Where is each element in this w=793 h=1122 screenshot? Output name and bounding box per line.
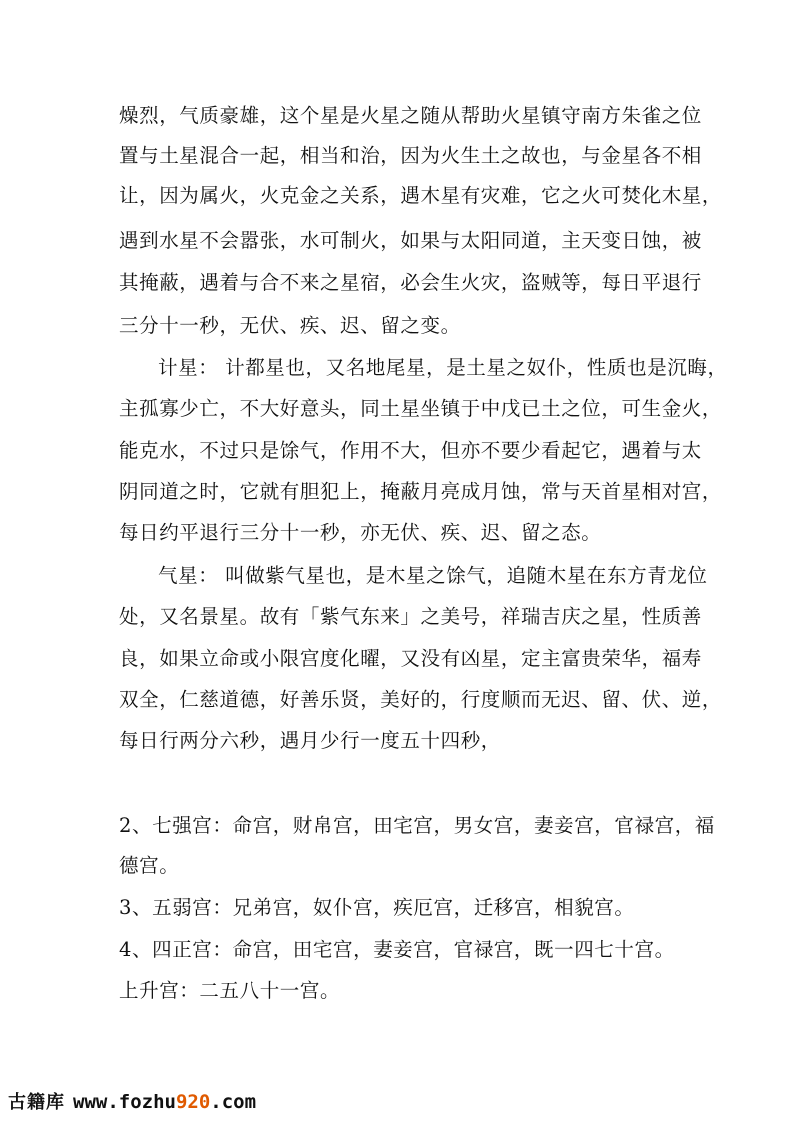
text-line: 德宫。 — [119, 854, 180, 877]
text-line: 能克水，不过只是馀气，作用不大，但亦不要少看起它，遇着与太 — [119, 439, 702, 462]
text-line: 双全，仁慈道德，好善乐贤，美好的，行度顺而无迟、留、伏、逆， — [119, 688, 723, 711]
watermark-footer — [8, 1088, 256, 1114]
url-prefix: www.fozhu — [73, 1091, 176, 1113]
text-line: 阴同道之时，它就有胆犯上，掩蔽月亮成月蚀，常与天首星相对宫， — [119, 480, 723, 503]
text-line: 让，因为属火，火克金之关系，遇木星有灾难，它之火可焚化木星， — [119, 184, 723, 207]
text-line: 良，如果立命或小限宫度化曜，又没有凶星，定主富贵荣华，福寿 — [119, 647, 702, 670]
text-line: 其掩蔽，遇着与合不来之星宿，必会生火灾，盗贼等，每日平退行 — [119, 271, 702, 294]
text-line: 三分十一秒，无伏、疾、迟、留之变。 — [119, 314, 461, 337]
text-line: 气星： 叫做紫气星也，是木星之馀气，追随木星在东方青龙位 — [158, 564, 708, 587]
text-line: 3、五弱宫：兄弟宫，奴仆宫，疾厄宫，迁移宫，相貌宫。 — [119, 896, 635, 919]
url-suffix: .com — [210, 1091, 257, 1113]
site-name: 古籍库 — [8, 1092, 65, 1113]
text-line: 燥烈，气质豪雄，这个星是火星之随从帮助火星镇守南方朱雀之位 — [119, 104, 702, 127]
text-line: 遇到水星不会嚣张，水可制火，如果与太阳同道，主天变日蚀，被 — [119, 229, 702, 252]
text-line: 2、七强宫：命宫，财帛宫，田宅宫，男女宫，妻妾宫，官禄宫，福 — [119, 814, 715, 837]
text-line: 处，又名景星。故有「紫气东来」之美号，祥瑞吉庆之星，性质善 — [119, 605, 702, 628]
text-line: 每日行两分六秒，遇月少行一度五十四秒， — [119, 729, 501, 752]
url-number: 920 — [175, 1091, 211, 1113]
text-line: 每日约平退行三分十一秒，亦无伏、疾、迟、留之态。 — [119, 521, 602, 544]
text-line: 主孤寡少亡，不大好意头，同土星坐镇于中戊已土之位，可生金火， — [119, 397, 723, 420]
text-line: 上升宫：二五八十一宫。 — [119, 979, 341, 1002]
site-url[interactable] — [73, 1091, 256, 1113]
text-line: 4、四正宫：命宫，田宅宫，妻妾宫，官禄宫，既一四七十宫。 — [119, 938, 675, 961]
text-line: 计星： 计都星也，又名地尾星，是土星之奴仆，性质也是沉晦， — [158, 356, 728, 379]
text-line: 置与土星混合一起，相当和治，因为火生土之故也，与金星各不相 — [119, 144, 702, 167]
